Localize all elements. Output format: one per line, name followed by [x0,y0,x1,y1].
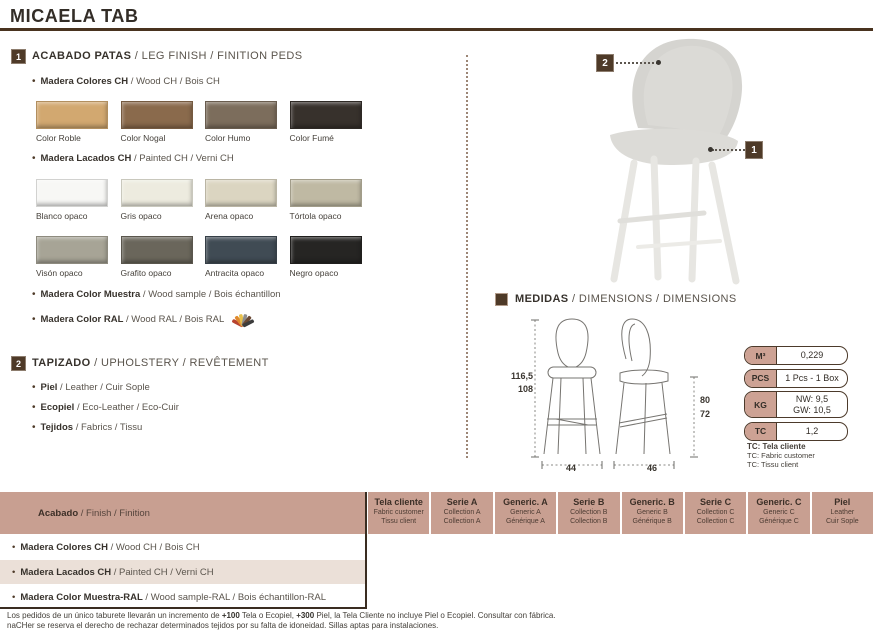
callout-leader-backrest [616,62,658,64]
col-line2: Collection B [570,509,608,516]
bullet-text-translations: / Fabrics / Tissu [73,422,143,433]
spec-row-kg [744,391,848,418]
swatch-label: Color Roble [36,133,81,143]
col-line1: Serie A [446,497,478,507]
swatch-chip [290,101,362,129]
table-row-text [20,542,199,553]
spec-row-pcs [744,369,848,388]
swatch-label: Antracita opaco [205,268,265,278]
col-line3: Collection A [443,518,481,525]
bullet-text-translations: / Wood CH / Bois CH [128,76,220,87]
spec-value-kg-gw: GW: 10,5 [793,404,831,415]
bullet-text-primary: Ecopiel [40,402,75,413]
bullet-text-translations: / Wood sample / Bois échantillon [140,289,281,300]
bullet-dot: • [32,382,36,393]
spec-value-kg [777,392,847,417]
swatch-negro-opaco [290,236,362,278]
spec-label-kg: KG [745,392,777,417]
swatch-row-wood-colors [36,101,362,143]
swatch-chip [205,236,277,264]
spec-row-m3 [744,346,848,365]
col-line3: Générique A [505,518,545,525]
bullet-tejidos [32,422,142,433]
footer-line-1 [7,611,867,621]
col-header-piel [812,492,873,534]
column-divider [466,55,468,458]
col-line2: Leather [830,509,855,516]
footer-increment-piel: +300 [296,611,315,620]
col-line3: Collection B [570,518,608,525]
swatch-chip [36,236,108,264]
col-line3: Collection C [696,518,735,525]
tc-note-en: TC: Fabric customer [747,451,815,460]
section-1-heading-translations: / LEG FINISH / FINITION PEDS [131,50,303,62]
col-line3: Cuir Sople [825,518,859,525]
section-1-badge: 1 [11,49,26,64]
dim-seat-height-alt: 72 [700,409,711,419]
bullet-dot: • [32,153,36,164]
bullet-text-translations: / Painted CH / Verni CH [131,153,234,164]
swatch-label: Arena opaco [205,211,254,221]
col-header-tela-cliente [368,492,429,534]
spec-table [744,346,848,441]
spec-value-kg-nw: NW: 9,5 [795,394,829,405]
bullet-text-primary: Piel [40,382,58,393]
swatch-chip [121,101,193,129]
col-line2: Generic A [510,509,541,516]
bullet-dot: • [12,541,16,553]
bullet-dot: • [12,566,16,578]
table-row-madera-lacados [0,560,365,584]
swatch-label: Color Fumé [289,133,334,143]
table-row-primary: Madera Lacados CH [20,566,112,578]
col-line1: Generic. C [756,497,802,507]
section-2-badge: 2 [11,356,26,371]
footer-increment-tela: +100 [221,611,240,620]
swatch-label: Color Humo [205,133,251,143]
swatch-row-painted-1 [36,179,362,221]
section-1-heading [32,50,302,62]
spec-label-m3: M³ [745,347,777,364]
table-header-acabado-translations: / Finish / Finition [78,507,150,519]
swatch-blanco-opaco [36,179,108,221]
table-header-acabado-text [38,508,150,519]
bullet-madera-lacados [32,153,234,164]
bullet-text-translations: / Wood RAL / Bois RAL [123,314,225,325]
col-line3: Générique C [759,518,799,525]
swatch-label: Visón opaco [36,268,83,278]
swatch-grafito-opaco [121,236,193,278]
swatch-chip [290,179,362,207]
swatch-color-roble [36,101,108,143]
swatch-label: Negro opaco [289,268,339,278]
table-row-primary: Madera Colores CH [20,541,108,553]
dimension-drawing [498,315,733,477]
swatch-label: Grafito opaco [120,268,172,278]
medidas-heading-primary: MEDIDAS [515,293,569,305]
title-rule [0,28,873,31]
col-line1: Serie C [700,497,732,507]
tc-notes [747,442,815,469]
col-line1: Tela cliente [374,497,423,507]
col-line2: Collection C [696,509,735,516]
swatch-label: Gris opaco [120,211,162,221]
bullet-dot: • [32,402,36,413]
ral-fan-icon [232,311,256,328]
footer-seg: Piel, la Tela Cliente no incluye Piel o Ecopiel. Consultar con fábrica. [314,611,556,620]
dim-seat-height: 80 [700,395,711,405]
swatch-color-humo [205,101,277,143]
table-bottom-border [0,607,367,609]
col-line2: Fabric customer [373,509,424,516]
bullet-madera-muestra [32,289,281,300]
table-column-headers [368,492,873,534]
bullet-text-primary: Madera Lacados CH [40,153,132,164]
bullet-text-primary: Madera Color Muestra [40,289,141,300]
medidas-heading-translations: / DIMENSIONS / DIMENSIONS [568,293,737,305]
col-header-generic-a [495,492,556,534]
footer-seg: Tela o Ecopiel, [239,611,297,620]
spec-row-tc [744,422,848,441]
col-header-serie-a [431,492,492,534]
col-line2: Collection A [443,509,481,516]
col-line3: Tissu client [381,518,417,525]
swatch-vison-opaco [36,236,108,278]
spec-label-pcs: PCS [745,370,777,387]
bullet-dot: • [12,591,16,603]
swatch-antracita-opaco [205,236,277,278]
swatch-color-fume [290,101,362,143]
bullet-text-translations: / Leather / Cuir Sople [57,382,150,393]
spec-value-pcs: 1 Pcs - 1 Box [785,372,839,383]
callout-badge-backrest: 2 [596,54,614,72]
bullet-madera-ral [32,311,256,328]
bullet-text [41,402,179,413]
bullet-piel [32,382,150,393]
swatch-arena-opaco [205,179,277,221]
callout-badge-leg: 1 [745,141,763,159]
bullet-text-primary: Madera Colores CH [40,76,129,87]
swatch-gris-opaco [121,179,193,221]
table-header-acabado-primary: Acabado [38,507,79,519]
col-header-serie-b [558,492,619,534]
spec-value-tc: 1,2 [805,425,819,436]
footer-notes [7,611,867,631]
footer-seg: Los pedidos de un único taburete llevarán un incremento de [7,611,222,620]
bullet-text-primary: Tejidos [40,422,74,433]
spec-value-m3: 0,229 [800,350,824,361]
table-vertical-divider [365,492,367,609]
product-photo [600,33,785,288]
bullet-dot: • [32,422,36,433]
bullet-text [41,153,234,164]
table-row-primary: Madera Color Muestra-RAL [20,591,143,603]
swatch-label: Tórtola opaco [289,211,342,221]
swatch-chip [205,179,277,207]
dim-height-total: 116,5 [510,371,533,381]
table-row-madera-colores [0,536,365,558]
col-line2: Generic B [636,509,668,516]
footer-line-2: naCHer se reserva el derecho de rechazar determinados tejidos por su falta de idoneidad. Sillas aptas para instalaciones. [7,621,439,630]
col-line1: Generic. A [503,497,548,507]
swatch-chip [36,101,108,129]
dim-depth-side: 46 [646,463,657,473]
bullet-text [41,314,225,325]
callout-dot-leg [708,147,713,152]
bullet-text [41,422,143,433]
swatch-tortola-opaco [290,179,362,221]
section-2-heading [32,357,269,369]
medidas-square-icon [495,293,508,306]
table-row-madera-muestra-ral [0,586,365,608]
col-line1: Serie B [573,497,605,507]
tc-note-fr: TC: Tissu client [747,460,799,469]
swatch-chip [121,179,193,207]
bullet-dot: • [32,314,36,325]
col-line1: Generic. B [629,497,675,507]
swatch-chip [205,101,277,129]
table-row-translations: / Wood sample-RAL / Bois échantillon-RAL [142,591,327,603]
table-row-text [20,592,326,603]
table-row-translations: / Painted CH / Verni CH [111,566,214,578]
spec-label-tc: TC [745,423,777,440]
swatch-label: Color Nogal [120,133,166,143]
col-header-serie-c [685,492,746,534]
tc-note-es: TC: Tela cliente [747,442,806,451]
col-header-generic-c [748,492,809,534]
bullet-dot: • [32,289,36,300]
col-line3: Générique B [632,518,672,525]
bullet-ecopiel [32,402,179,413]
callout-dot-backrest [656,60,661,65]
bullet-dot: • [32,76,36,87]
dim-width-front: 44 [565,463,576,473]
swatch-chip [36,179,108,207]
swatch-label: Blanco opaco [36,211,88,221]
section-2-heading-primary: TAPIZADO [32,357,91,369]
bullet-text-primary: Madera Color RAL [40,314,124,325]
table-row-translations: / Wood CH / Bois CH [107,541,200,553]
callout-leader-leg [712,149,745,151]
col-header-generic-b [622,492,683,534]
bullet-text [41,76,220,87]
section-1-heading-primary: ACABADO PATAS [32,50,132,62]
swatch-row-painted-2 [36,236,362,278]
swatch-chip [121,236,193,264]
bullet-text-translations: / Eco-Leather / Eco-Cuir [74,402,179,413]
bullet-madera-colores [32,76,220,87]
col-line2: Generic C [763,509,795,516]
col-line1: Piel [834,497,851,507]
section-2-heading-translations: / UPHOLSTERY / REVÊTEMENT [90,357,269,369]
dim-height-alt: 108 [517,384,533,394]
table-row-text [20,567,213,578]
bullet-text [41,382,150,393]
bullet-text [41,289,281,300]
swatch-color-nogal [121,101,193,143]
page-title: MICAELA TAB [10,6,139,26]
swatch-chip [290,236,362,264]
medidas-heading [515,293,737,305]
table-header-acabado [0,492,366,534]
